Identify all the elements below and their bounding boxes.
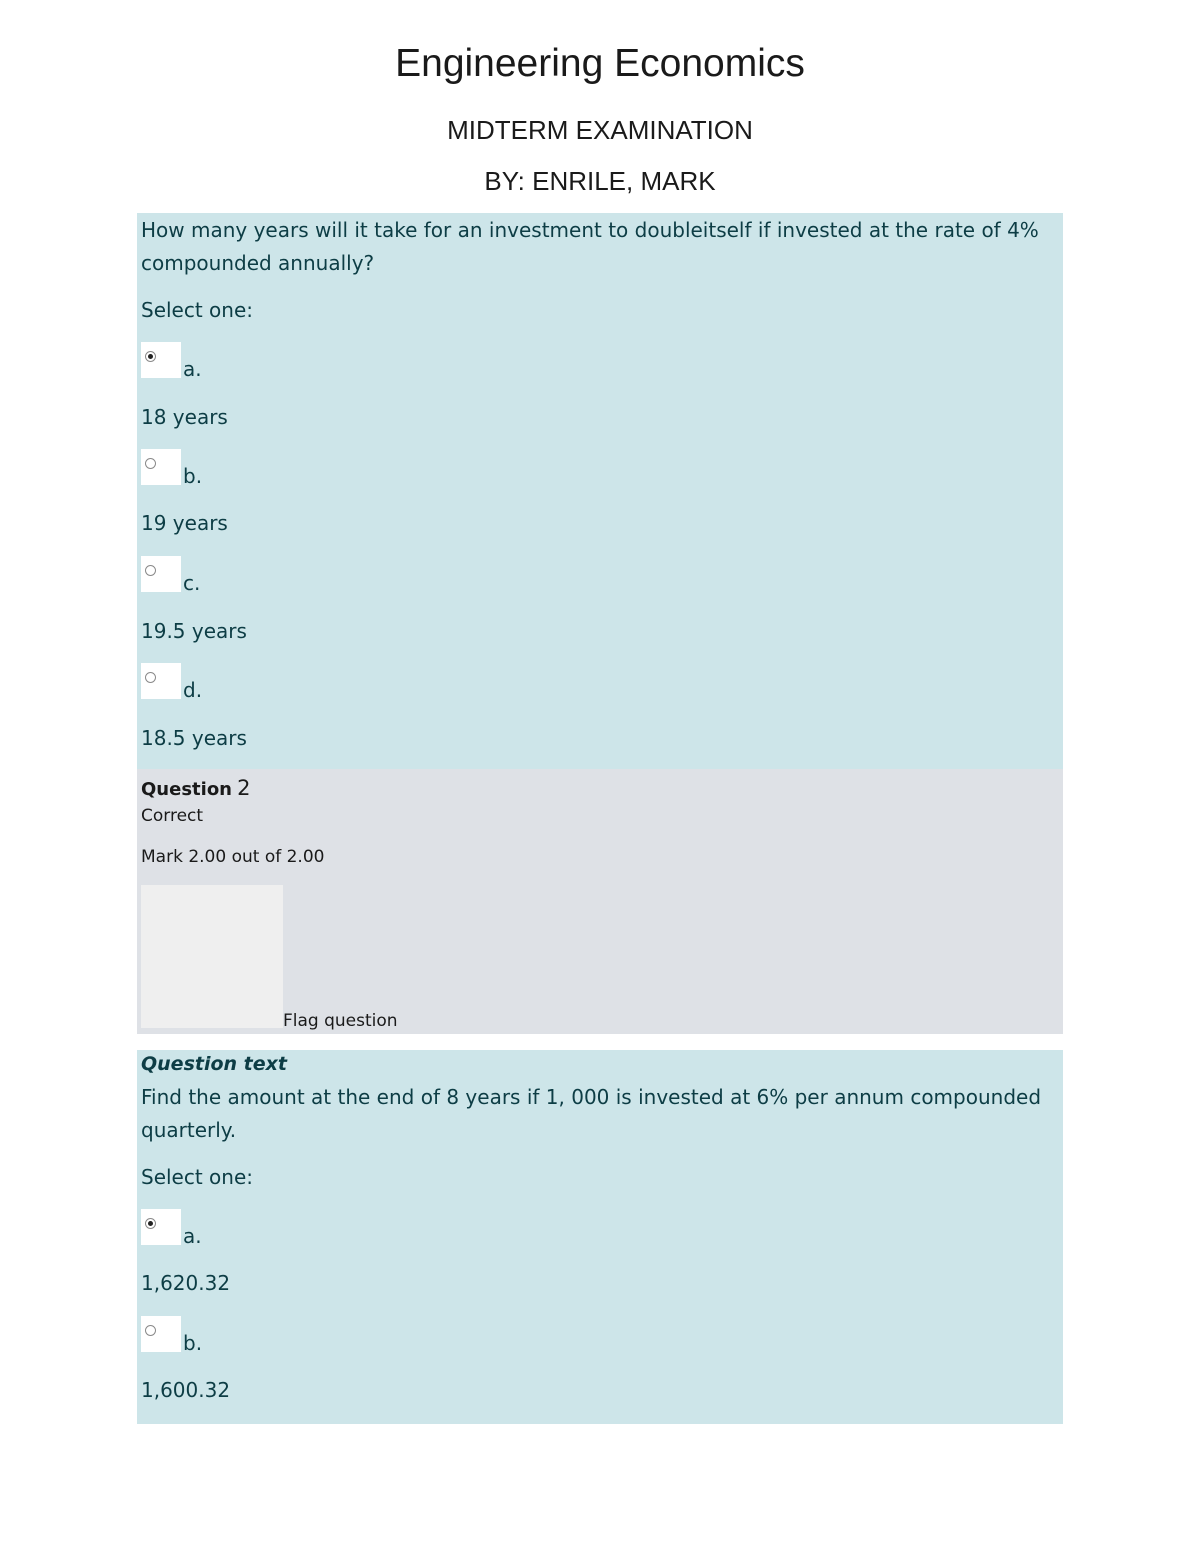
radio-checked-icon[interactable] [145, 351, 156, 362]
option-b-answer: 19 years [141, 511, 228, 535]
radio-unchecked-icon[interactable] [145, 458, 156, 469]
option-b-letter: b. [183, 464, 203, 488]
document-author: BY: ENRILE, MARK [484, 166, 716, 196]
question-text-label: Question text [141, 1053, 287, 1075]
option-c-answer: 19.5 years [141, 619, 247, 643]
radio-unchecked-icon[interactable] [145, 672, 156, 683]
option-a-radio-container[interactable] [141, 342, 181, 378]
option-d-radio-container[interactable] [141, 663, 181, 699]
option-c-radio-container[interactable] [141, 556, 181, 592]
option-b-radio-container[interactable] [141, 449, 181, 485]
radio-unchecked-icon[interactable] [145, 565, 156, 576]
question-number: 2 [237, 776, 251, 800]
radio-unchecked-icon[interactable] [145, 1325, 156, 1336]
question-1-panel [137, 213, 1063, 769]
q3-option-a-radio-container[interactable] [141, 1209, 181, 1245]
question-3-text: Find the amount at the end of 8 years if 1, 000 is invested at 6% per annum compounded quarterly. [141, 1085, 1042, 1142]
question-label: Question [141, 779, 232, 800]
question-2-status: Correct [141, 806, 204, 826]
q3-option-a-letter: a. [183, 1224, 202, 1248]
question-2-mark: Mark 2.00 out of 2.00 [141, 847, 325, 867]
q3-option-b-radio-container[interactable] [141, 1316, 181, 1352]
q3-option-b-answer: 1,600.32 [141, 1378, 231, 1402]
radio-checked-icon[interactable] [145, 1218, 156, 1229]
question-3-select-label: Select one: [141, 1165, 254, 1189]
option-a-letter: a. [183, 357, 202, 381]
q3-option-b-letter: b. [183, 1331, 203, 1355]
option-c-letter: c. [183, 571, 201, 595]
document-title: Engineering Economics [395, 42, 805, 85]
question-1-select-label: Select one: [141, 298, 254, 322]
question-1-text: How many years will it take for an investment to doubleitself if invested at the rate of 4% compounded annually? [141, 218, 1039, 275]
flag-question-link[interactable]: Flag question [283, 1011, 398, 1031]
option-a-answer: 18 years [141, 405, 228, 429]
document-subtitle: MIDTERM EXAMINATION [447, 115, 753, 145]
flag-icon[interactable] [141, 885, 283, 1028]
option-d-answer: 18.5 years [141, 726, 247, 750]
question-2-heading [141, 776, 250, 800]
q3-option-a-answer: 1,620.32 [141, 1271, 231, 1295]
option-d-letter: d. [183, 678, 203, 702]
